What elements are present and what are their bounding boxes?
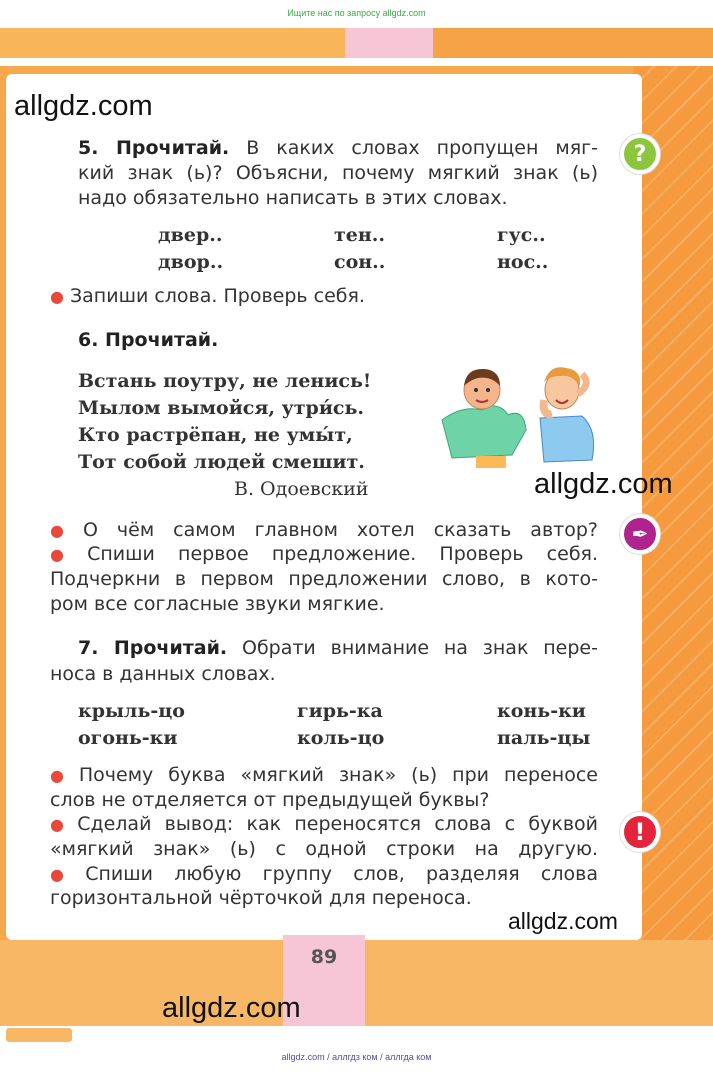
bottom-strip [0, 1026, 713, 1072]
ex6-task-1: ● О чём самом главном хотел сказать автор? [50, 519, 598, 541]
bullet-icon: ● [50, 766, 73, 785]
ex7-task-1-cont: слов не отделяется от предыдущей буквы? [50, 789, 490, 811]
watermark: allgdz.com [162, 992, 301, 1024]
ex5-line-1: 5. Прочитай. В каких словах пропущен мяг- [78, 137, 598, 159]
ex7-words-col2: гирь-ка коль-цо [297, 700, 385, 749]
ex5-line-3: надо обязательно написать в этих словах. [78, 187, 508, 209]
ex6-task-2-cont2: ром все согласные звуки мягкие. [50, 593, 385, 615]
top-decor-band [0, 28, 713, 58]
bullet-icon: ● [50, 521, 77, 540]
ex6-task-2-cont: Подчеркни в первом предложении слово, в кото- [50, 568, 598, 590]
ex6-task-2: ● Спиши первое предложение. Проверь себя. [50, 543, 599, 565]
ex6-author: В. Одоевский [234, 478, 369, 500]
ex7-title: 7. Прочитай. [78, 637, 228, 659]
ex7-task-3-cont: горизонтальной чёрточкой для переноса. [50, 887, 472, 909]
watermark: allgdz.com [534, 468, 673, 500]
watermark: allgdz.com [14, 90, 153, 122]
ex7-line-1: 7. Прочитай. Обрати внимание на знак пере- [78, 637, 598, 659]
watermark: allgdz.com [508, 908, 618, 934]
ex7-words-col1: крыль-цо огонь-ки [78, 700, 185, 749]
exclamation-icon: ! [620, 812, 660, 852]
ex7-task-1: ● Почему буква «мягкий знак» (ь) при переносе [50, 764, 598, 786]
ex6-title: 6. Прочитай. [78, 329, 219, 351]
question-icon: ? [620, 134, 660, 174]
ex6-poem: Встань поутру, не ленись! Мылом вымойся, утри́сь. Кто растрёпан, не умы́т, Тот собой людей смешит. [78, 370, 372, 473]
footer-note: allgdz.com / аллгдз ком / аллгда ком [281, 1052, 432, 1062]
ex5-words-col3: гус.. нос.. [497, 224, 549, 273]
ex5-line-2: кий знак (ь)? Объясни, почему мягкий знак (ь) [78, 162, 598, 184]
ex7-task-3: ● Спиши любую группу слов, разделяя слова [50, 863, 598, 885]
ex5-words-col1: двер.. двор.. [158, 224, 224, 273]
bullet-icon: ● [50, 287, 64, 306]
bullet-icon: ● [50, 545, 82, 564]
bullet-icon: ● [50, 815, 72, 834]
ex5-task: ● Запиши слова. Проверь себя. [50, 285, 365, 307]
boys-illustration [432, 360, 608, 470]
ex7-words-col3: конь-ки паль-цы [497, 700, 591, 749]
ex7-task-2-cont: «мягкий знак» (ь) с одной строки на другую. [50, 838, 598, 860]
page-number: 89 [283, 935, 365, 979]
ex5-words-col2: тен.. сон.. [334, 224, 386, 273]
pen-icon: ✒ [620, 514, 660, 554]
ex7-line-2: носа в данных словах. [50, 663, 276, 685]
header-note: Ищите нас по запросу allgdz.com [287, 8, 426, 18]
bullet-icon: ● [50, 865, 80, 884]
ex7-task-2: ● Сделай вывод: как переносятся слова с буквой [50, 813, 598, 835]
ex5-title: 5. Прочитай. [78, 137, 230, 159]
